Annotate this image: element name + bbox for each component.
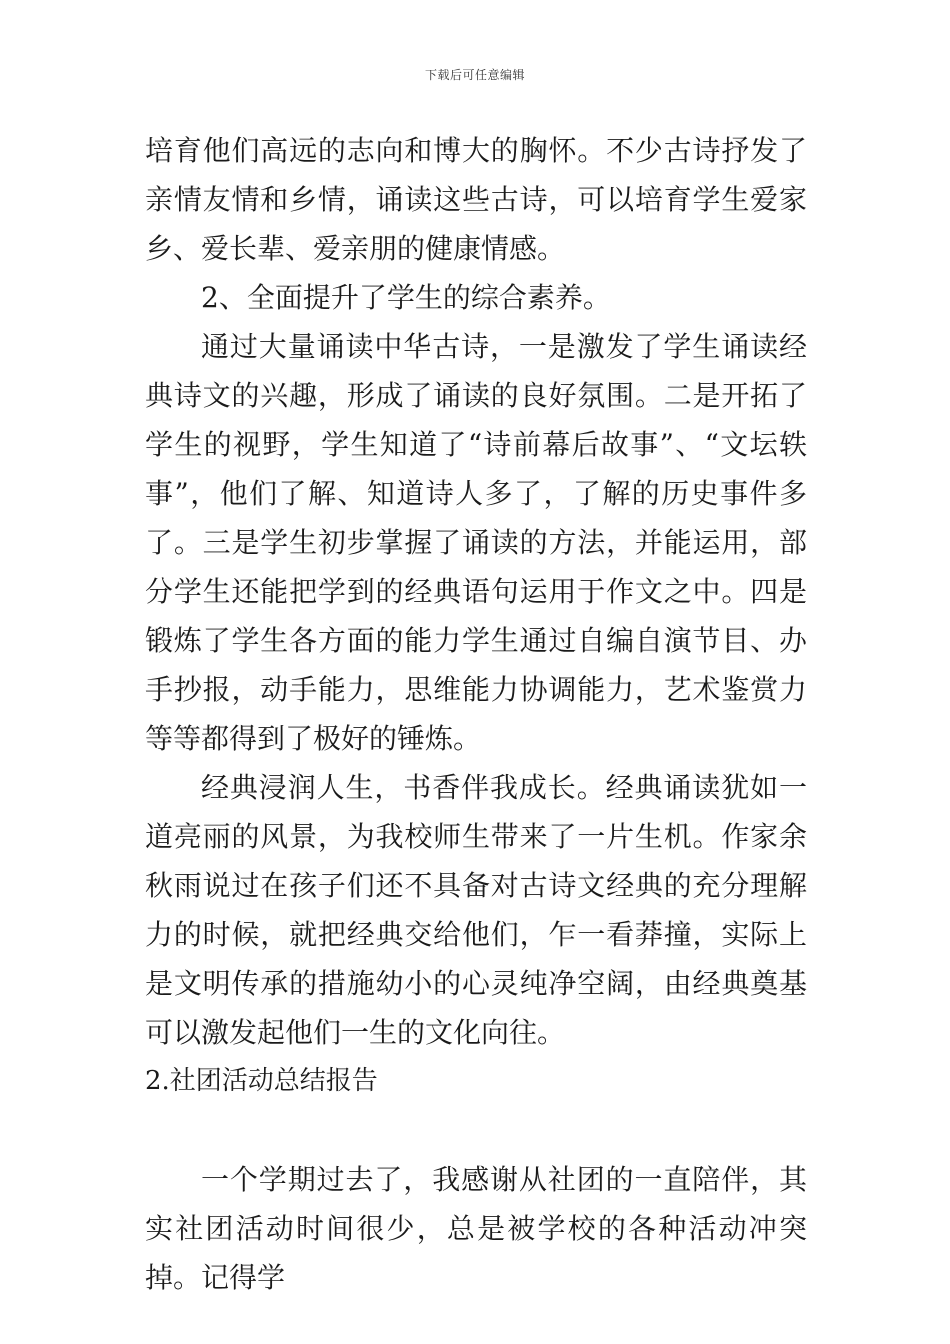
section-title: 2.社团活动总结报告 [145,1066,378,1096]
paragraph-club-summary: 一个学期过去了，我感谢从社团的一直陪伴，其实社团活动时间很少，总是被学校的各种活动冲突掉。记得学 [145,1163,807,1294]
document-body [145,126,807,1302]
paragraph-reading-benefits: 通过大量诵读中华古诗，一是激发了学生诵读经典诗文的兴趣，形成了诵读的良好氛围。二是开拓了学生的视野，学生知道了“诗前幕后故事”、“文坛轶事”，他们了解、知道诗人多了，了解的历史事件多了。三是学生初步掌握了诵读的方法，并能运用，部分学生还能把学到的经典语句运用于作文之中。四是锻炼了学生各方面的能力学生通过自编自演节目、办手抄报，动手能力，思维能力协调能力，艺术鉴赏力等等都得到了极好的锤炼。 [145,330,807,755]
paragraph-classics: 经典浸润人生，书香伴我成长。经典诵读犹如一道亮丽的风景，为我校师生带来了一片生机。作家余秋雨说过在孩子们还不具备对古诗文经典的充分理解力的时候，就把经典交给他们，乍一看莽撞，实际上是文明传承的措施幼小的心灵纯净空阔，由经典奠基可以激发起他们一生的文化向往。 [145,771,807,1049]
paragraph-subheading: 2、全面提升了学生的综合素养。 [201,281,611,314]
header-note: 下载后可任意编辑 [424,68,525,82]
paragraph-continuation: 培育他们高远的志向和博大的胸怀。不少古诗抒发了亲情友情和乡情，诵读这些古诗，可以培育学生爱家乡、爱长辈、爱亲朋的健康情感。 [145,134,807,265]
blank-line [145,1106,807,1155]
